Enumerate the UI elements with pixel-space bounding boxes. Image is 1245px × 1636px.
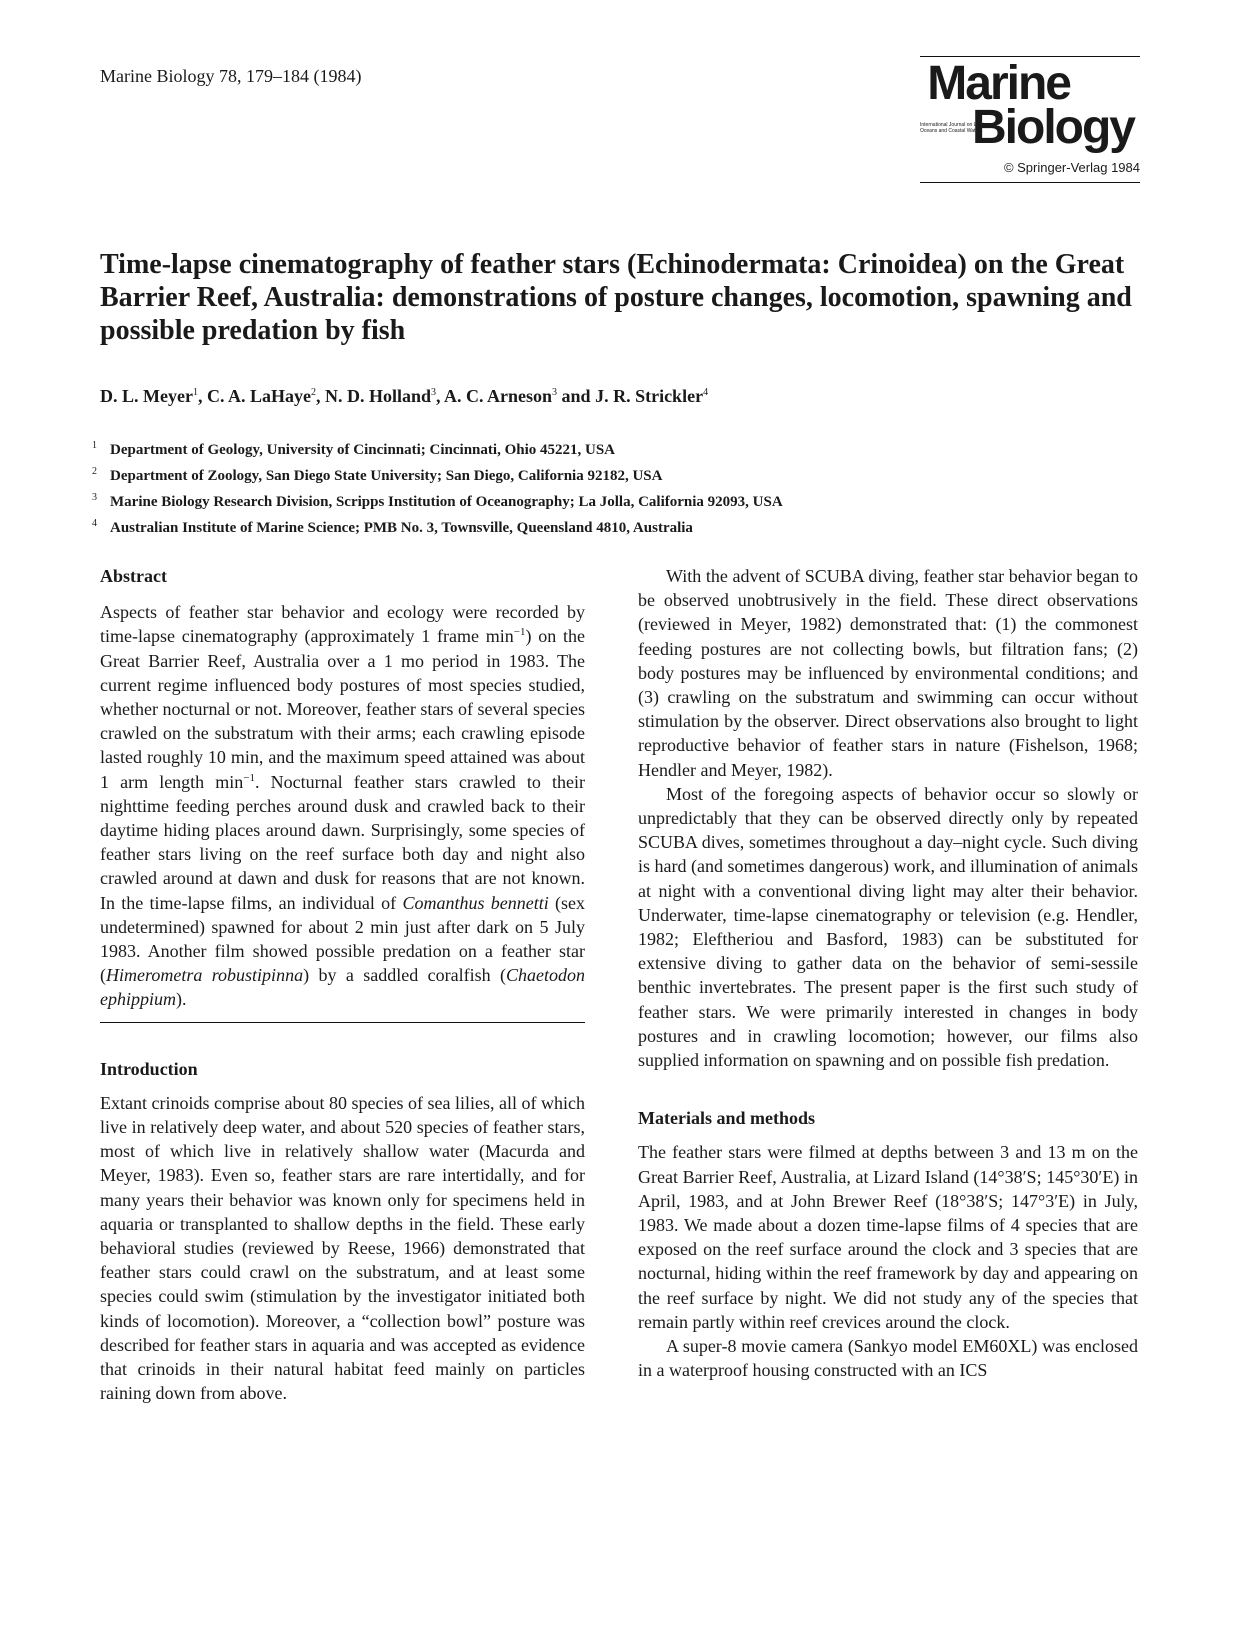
- abstract-part: (sex undetermined) spawned for about 2 min just after dark on 5 July 1983. Another film showed possible predation on a feather star (: [100, 892, 585, 986]
- body-paragraph: Most of the foregoing aspects of behavior occur so slowly or unpredictably that they can be observed directly only by repeated SCUBA dives, sometimes throughout a day–night cycle. Such diving is hard (and sometimes dangerous) work, and illumination of animals at night with a conventional diving light may alter their behavior. Underwater, time-lapse cinematography or television (e.g. Hendler, 1982; Eleftheriou and Basford, 1983) can be substituted for extensive diving to gather data on the behavior of semi-sessile benthic invertebrates. The present paper is the first such study of feather stars. We were primarily interested in changes in body postures and in crawling locomotion; however, our films also supplied information on spawning and on possible fish predation.: [638, 783, 1138, 1071]
- affiliation-text: Australian Institute of Marine Science; PMB No. 3, Townsville, Queensland 4810, Australia: [110, 520, 693, 536]
- affiliation-text: Department of Geology, University of Cincinnati; Cincinnati, Ohio 45221, USA: [110, 442, 615, 458]
- body-paragraph: A super-8 movie camera (Sankyo model EM60XL) was enclosed in a waterproof housing constructed with an ICS: [638, 1336, 1138, 1381]
- affiliation-number: 1: [92, 440, 97, 451]
- author-sep: ,: [197, 386, 207, 406]
- superscript: −1: [243, 771, 256, 784]
- abstract-divider: [100, 1022, 585, 1023]
- author-name: D. L. Meyer: [100, 386, 193, 406]
- abstract-part: ).: [176, 989, 187, 1010]
- affiliation: [92, 466, 662, 485]
- author-sep: and: [557, 386, 596, 406]
- affiliation-text: Marine Biology Research Division, Scripps Institution of Oceanography; La Jolla, California 92093, USA: [110, 494, 783, 510]
- affiliation: [92, 518, 693, 537]
- author-sup: 2: [310, 387, 316, 398]
- logo-tagline: International Journal on Life in Oceans and Coastal Waters: [920, 122, 987, 134]
- author-name: N. D. Holland: [324, 386, 432, 406]
- left-column: [100, 564, 585, 1406]
- author-sup: 1: [192, 387, 198, 398]
- abstract-part: ) on the Great Barrier Reef, Australia over a 1 mo period in 1983. The current regime influenced body postures of most species studied, whether nocturnal or not. Moreover, feather stars of several species crawled on the substratum with their arms; each crawling episode lasted roughly 10 min, and the maximum speed attained was about 1 arm length min: [100, 626, 586, 792]
- journal-logo: [920, 56, 1140, 184]
- abstract-part: . Nocturnal feather stars crawled to their nighttime feeding perches around dusk and crawled back to their daytime hiding places around dawn. Surprisingly, some species of feather stars living on the reef surface both day and night also crawled around at dawn and dusk for reasons that are not known. In the time-lapse films, an individual of: [100, 771, 586, 913]
- author-sep: ,: [315, 386, 325, 406]
- author-name: C. A. LaHaye: [206, 386, 311, 406]
- introduction-text: Extant crinoids comprise about 80 species of sea lilies, all of which live in relatively deep water, and about 520 species of feather stars, most of which live in relatively shallow water (Macurda and Meyer, 1983). Even so, feather stars are rare intertidally, and for many years their behavior was known only for specimens held in aquaria or transplanted to shallow depths in the field. These early behavioral studies (reviewed by Reese, 1966) demonstrated that feather stars could crawl on the substratum, and at least some species could swim (stimulation by the investigator initiated both kinds of locomotion). Moreover, a “collection bowl” posture was described for feather stars in aquaria and was accepted as evidence that crinoids in their natural habitat feed mainly on particles raining down from above.: [100, 1092, 585, 1404]
- affiliation-text: Department of Zoology, San Diego State University; San Diego, California 92182, USA: [110, 468, 663, 484]
- author-sup: 3: [552, 387, 558, 398]
- author-sup: 3: [431, 387, 437, 398]
- affiliation: [92, 492, 783, 511]
- author-sep: ,: [436, 386, 445, 406]
- author-sup: 4: [703, 387, 709, 398]
- affiliation-number: 4: [92, 518, 97, 529]
- logo-word-biology: Biology: [972, 101, 1134, 154]
- right-column: [638, 564, 1138, 1383]
- superscript: −1: [513, 626, 526, 639]
- logo-rule-bottom: [920, 182, 1140, 183]
- species-name: Comanthus bennetti: [402, 892, 549, 913]
- body-paragraph: The feather stars were filmed at depths between 3 and 13 m on the Great Barrier Reef, Australia, at Lizard Island (14°38′S; 145°30′E) in April, 1983, and at John Brewer Reef (18°38′S; 147°3′E) in July, 1983. We made about a dozen time-lapse films of 4 species that are exposed on the reef surface around the clock and 3 species that are nocturnal, hiding within the reef framework by day and appearing on the reef surface by night. We did not study any of the species that remain partly within reef crevices around the clock.: [638, 1142, 1138, 1332]
- affiliation: [92, 440, 615, 459]
- methods-heading: Materials and methods: [638, 1108, 815, 1129]
- affiliation-number: 2: [92, 466, 97, 477]
- logo-word-marine: Marine: [927, 57, 1070, 110]
- author-name: A. C. Arneson: [444, 386, 553, 406]
- introduction-heading: Introduction: [100, 1058, 198, 1079]
- author-list: [100, 386, 708, 407]
- journal-citation: Marine Biology 78, 179–184 (1984): [100, 66, 362, 86]
- abstract-part: ) by a saddled coralfish (: [303, 965, 506, 986]
- article-title: Time-lapse cinematography of feather stars (Echinodermata: Crinoidea) on the Great Barrier Reef, Australia: demonstrations of posture changes, locomotion, spawning and possible predation by fish: [100, 249, 1132, 346]
- copyright: © Springer-Verlag 1984: [1003, 160, 1140, 175]
- abstract-heading: Abstract: [100, 566, 167, 586]
- author-name: J. R. Strickler: [595, 386, 704, 406]
- abstract-text: [100, 600, 585, 1011]
- body-paragraph: With the advent of SCUBA diving, feather star behavior began to be observed unobtrusively in the field. These direct observations (reviewed in Meyer, 1982) demonstrated that: (1) the commonest feeding postures are not collecting bowls, but filtration fans; (2) body postures may be influenced by environmental conditions; and (3) crawling on the substratum and swimming can occur without stimulation by the observer. Direct observations also brought to light reproductive behavior of feather stars in nature (Fishelson, 1968; Hendler and Meyer, 1982).: [638, 566, 1138, 780]
- species-name: Himerometra robustipinna: [106, 965, 304, 986]
- species-name: Chaetodon ephippium: [100, 965, 585, 1010]
- affiliation-number: 3: [92, 492, 97, 503]
- abstract-part: Aspects of feather star behavior and ecology were recorded by time-lapse cinematography (approximately 1 frame min: [100, 602, 585, 647]
